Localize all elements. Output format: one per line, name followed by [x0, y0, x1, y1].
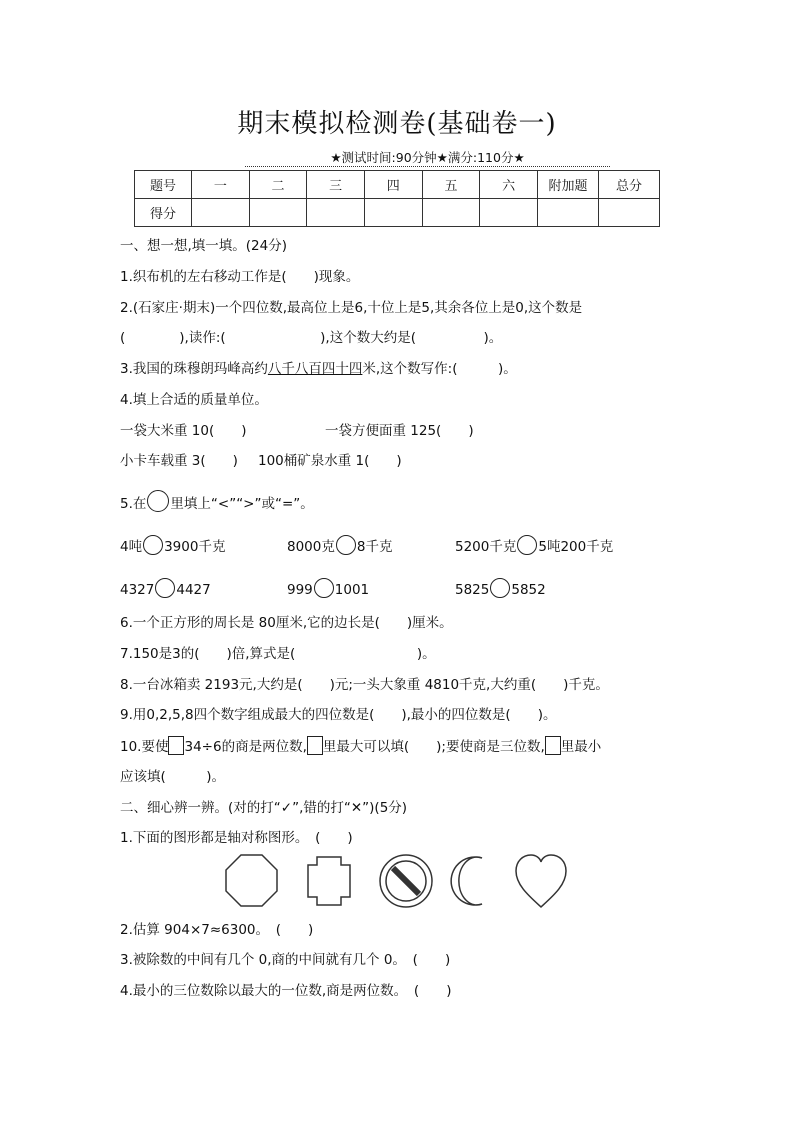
score-header-cell: 附加题 — [538, 171, 599, 199]
score-input-cell[interactable] — [599, 199, 660, 227]
compare-right: 5吨200千克 — [538, 539, 614, 555]
question-2-line2: ( ),读作:( ),这个数大约是( )。 — [120, 330, 503, 346]
question-4-item: 一袋方便面重 125( ) — [325, 423, 474, 439]
octagon-icon — [226, 855, 277, 906]
question-3-suffix: 米,这个数写作:( )。 — [362, 361, 517, 377]
question-9: 9.用0,2,5,8四个数字组成最大的四位数是( ),最小的四位数是( )。 — [120, 707, 557, 723]
question-8: 8.一台冰箱卖 2193元,大约是( )元;一头大象重 4810千克,大约重( )千克。 — [120, 677, 609, 693]
question-5 — [120, 490, 314, 514]
question-1: 1.织布机的左右移动工作是( )现象。 — [120, 269, 360, 285]
question-10-part: 34÷6的商是两位数, — [184, 739, 307, 755]
question-6: 6.一个正方形的周长是 80厘米,它的边长是( )厘米。 — [120, 615, 453, 631]
compare-circle[interactable] — [143, 535, 163, 555]
question-10-line2: 应该填( )。 — [120, 769, 226, 785]
question-3-prefix: 3.我国的珠穆朗玛峰高约 — [120, 361, 268, 377]
score-header-cell: 总分 — [599, 171, 660, 199]
symmetry-shapes — [224, 852, 574, 910]
test-info: ★测试时间:90分钟★满分:110分★ — [245, 150, 610, 167]
compare-left: 5200千克 — [455, 539, 517, 555]
question-4-item: 100桶矿泉水重 1( ) — [258, 453, 402, 469]
compare-left: 4327 — [120, 582, 155, 598]
question-4-item: 一袋大米重 10( ) — [120, 423, 247, 439]
compare-item — [120, 578, 211, 600]
question-3 — [120, 359, 517, 379]
no-sign-icon — [380, 855, 432, 907]
score-input-cell[interactable] — [307, 199, 365, 227]
question-4: 4.填上合适的质量单位。 — [120, 392, 268, 408]
question-2-line1: 2.(石家庄·期末)一个四位数,最高位上是6,十位上是5,其余各位上是0,这个数是 — [120, 300, 583, 316]
compare-left: 8000克 — [287, 539, 335, 555]
score-input-cell[interactable] — [364, 199, 422, 227]
compare-item — [120, 535, 225, 557]
page-title: 期末模拟检测卷(基础卷一) — [237, 109, 557, 139]
compare-item — [287, 578, 369, 600]
judge-question-1: 1.下面的图形都是轴对称图形。 ( ) — [120, 830, 353, 846]
compare-circle[interactable] — [490, 578, 510, 598]
question-10-part: 10.要使 — [120, 739, 169, 755]
compare-right: 4427 — [176, 582, 211, 598]
compare-circle[interactable] — [155, 578, 175, 598]
question-5-prefix: 5.在 — [120, 496, 147, 512]
score-header-cell: 二 — [249, 171, 307, 199]
square-blank[interactable] — [168, 736, 184, 755]
question-5-suffix: 里填上“<”“>”或“=”。 — [170, 496, 314, 512]
score-table-header-row — [135, 171, 660, 199]
score-row-label: 得分 — [135, 199, 192, 227]
question-10-line1 — [120, 736, 601, 757]
score-input-cell[interactable] — [480, 199, 538, 227]
question-4-item: 小卡车载重 3( ) — [120, 453, 238, 469]
compare-left: 999 — [287, 582, 313, 598]
score-header-cell: 六 — [480, 171, 538, 199]
compare-right: 5852 — [511, 582, 546, 598]
square-blank[interactable] — [307, 736, 323, 755]
section1-heading: 一、想一想,填一填。(24分) — [120, 238, 288, 254]
judge-question-4: 4.最小的三位数除以最大的一位数,商是两位数。 ( ) — [120, 983, 452, 999]
compare-right: 8千克 — [356, 539, 393, 555]
score-header-cell: 三 — [307, 171, 365, 199]
score-table — [134, 170, 660, 227]
question-3-underlined: 八千八百四十四 — [267, 361, 363, 377]
question-10-part: 里最大可以填( );要使商是三位数, — [322, 739, 545, 755]
judge-question-2: 2.估算 904×7≈6300。 ( ) — [120, 922, 314, 938]
compare-circle[interactable] — [314, 578, 334, 598]
score-input-cell[interactable] — [422, 199, 480, 227]
compare-right: 1001 — [334, 582, 370, 598]
cross-icon — [308, 857, 350, 905]
compare-item — [287, 535, 392, 557]
compare-left: 4吨 — [120, 539, 143, 555]
crescent-moon-icon — [451, 857, 482, 905]
score-header-cell: 一 — [192, 171, 250, 199]
score-input-cell[interactable] — [192, 199, 250, 227]
compare-left: 5825 — [455, 582, 490, 598]
square-blank[interactable] — [545, 736, 561, 755]
circle-icon — [147, 490, 169, 512]
score-input-cell[interactable] — [249, 199, 307, 227]
question-10-part: 里最小 — [560, 739, 602, 755]
score-table-score-row — [135, 199, 660, 227]
section2-heading: 二、细心辨一辨。(对的打“✓”,错的打“✕”)(5分) — [120, 800, 408, 816]
score-header-cell: 题号 — [135, 171, 192, 199]
compare-right: 3900千克 — [164, 539, 226, 555]
question-7: 7.150是3的( )倍,算式是( )。 — [120, 646, 436, 662]
compare-item — [455, 578, 546, 600]
judge-question-3: 3.被除数的中间有几个 0,商的中间就有几个 0。 ( ) — [120, 952, 451, 968]
score-header-cell: 四 — [364, 171, 422, 199]
compare-circle[interactable] — [336, 535, 356, 555]
compare-circle[interactable] — [517, 535, 537, 555]
score-input-cell[interactable] — [538, 199, 599, 227]
score-header-cell: 五 — [422, 171, 480, 199]
compare-item — [455, 535, 613, 557]
heart-icon — [516, 855, 566, 907]
